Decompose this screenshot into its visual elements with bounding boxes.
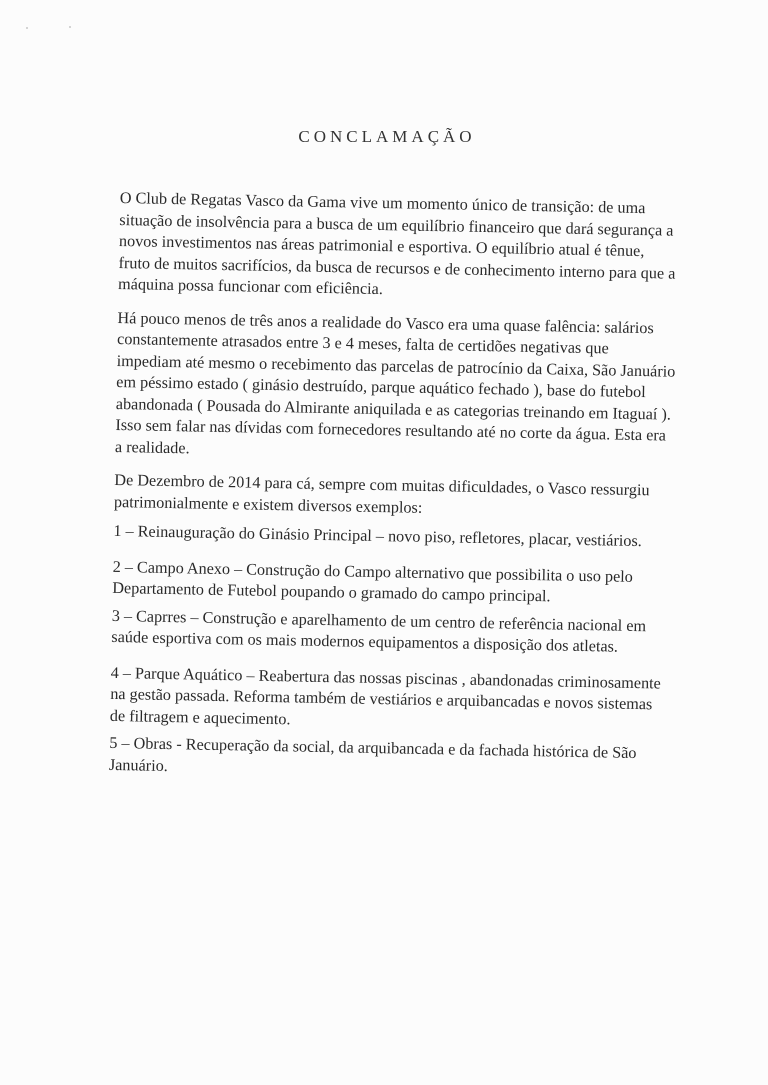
document-body — [108, 188, 679, 801]
list-item: 4 – Parque Aquático – Reabertura das nossas piscinas , abandonadas criminosamente na gestão passada. Reforma também de vestiários e arquibancadas e novos sistemas de filtragem e aquecimento. — [109, 663, 662, 728]
list-item: 5 – Obras - Recuperação da social, da arquibancada e da fachada histórica de São Januário. — [108, 733, 637, 775]
document-title: CONCLAMAÇÃO — [298, 127, 476, 146]
list-item: 3 – Caprres – Construção e aparelhamento de um centro de referência nacional em saúde esportiva com os mais modernos equipamentos a disposição dos atletas. — [111, 606, 647, 656]
scan-speck — [26, 27, 28, 29]
scan-speck — [69, 26, 71, 28]
list-item: 1 – Reinauguração do Ginásio Principal – novo piso, refletores, placar, vestiários. — [113, 521, 642, 551]
paragraph-intro: O Club de Regatas Vasco da Gama vive um momento único de transição: de uma situação de insolvência para a busca de um equilíbrio financeiro que dará segurança a novos investimentos nas áreas patrimonial e esportiva. O equilíbrio atual é tênue, fruto de muitos sacrifícios, da busca de recursos e de conhecimento interno para que a máquina possa funcionar com eficiência. — [117, 188, 676, 299]
paragraph-past-situation: Há pouco menos de três anos a realidade do Vasco era uma quase falência: salários constantemente atrasados entre 3 e 4 meses, falta de certidões negativas que impediam até mesmo o recebimento das parcelas de patrocínio da Caixa, São Januário em péssimo estado ( ginásio destruído, parque aquático fechado ), base do futebol abandonada ( Pousada do Almirante aniquilada e as categorias treinando em Itaguaí ). Isso sem falar nas dívidas com fornecedores resultando até no corte da água. Esta era a realidade. — [114, 308, 676, 457]
list-item: 2 – Campo Anexo – Construção do Campo alternativo que possibilita o uso pelo Departamento de Futebol poupando o gramado do campo principal. — [112, 557, 633, 606]
paragraph-recovery: De Dezembro de 2014 para cá, sempre com muitas dificuldades, o Vasco ressurgiu patrimonialmente e existem diversos exemplos: — [113, 470, 650, 517]
examples-list — [109, 521, 674, 787]
